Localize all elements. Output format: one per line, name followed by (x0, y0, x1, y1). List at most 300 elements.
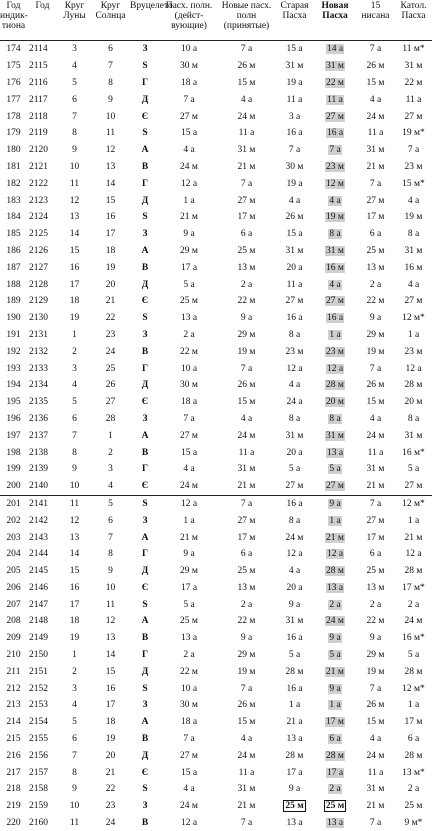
cell-value: 2137 (29, 431, 48, 441)
table-cell (58, 798, 91, 815)
table-cell (0, 276, 27, 293)
table-cell (356, 91, 395, 108)
cell-value: 198 (6, 448, 20, 458)
cell-value: 192 (6, 347, 20, 357)
table-cell (395, 243, 432, 260)
table-cell (91, 91, 130, 108)
cell-value: 21 м (367, 801, 385, 811)
table-cell (275, 159, 314, 176)
cell-value: 9 (72, 784, 77, 794)
cell-value: 7 а (241, 44, 252, 54)
table-cell (275, 764, 314, 781)
cell-value: 21 м (367, 481, 385, 491)
table-row (0, 159, 432, 176)
table-cell (0, 512, 27, 529)
cell-value: 7 а (183, 414, 194, 424)
cell-value: 210 (6, 650, 20, 660)
table-row (0, 209, 432, 226)
cell-value: 4 а (241, 734, 252, 744)
table-cell (160, 411, 218, 428)
cell-value: 27 м (180, 112, 198, 122)
cell-value: 2138 (29, 448, 48, 458)
cell-value: 17 м (238, 212, 256, 222)
cell-value: 17 м (405, 717, 423, 727)
cell-value: 21 м (238, 481, 256, 491)
cell-value: 2 а (328, 600, 341, 610)
cell-value: 13 (70, 533, 80, 543)
table-cell (58, 444, 91, 461)
cell-value: 19 м* (402, 128, 425, 138)
cell-value: Ѕ (142, 784, 147, 794)
cell-value: 24 а (286, 397, 302, 407)
cell-value: 2157 (29, 768, 48, 778)
table-cell (58, 142, 91, 159)
cell-value: 9 (108, 566, 113, 576)
table-cell (160, 394, 218, 411)
cell-value: 24 м (405, 616, 423, 626)
table-row (0, 343, 432, 360)
table-cell (275, 798, 314, 815)
cell-value: 4 а (241, 95, 252, 105)
cell-value: 31 м (325, 431, 345, 441)
table-cell (395, 41, 432, 58)
cell-value: 17 м (325, 717, 345, 727)
cell-value: 7 (108, 61, 113, 71)
table-cell (27, 680, 58, 697)
cell-value: 23 м (325, 162, 345, 172)
cell-value: 28 м (325, 751, 345, 761)
cell-value: 21 м (405, 533, 423, 543)
table-cell (395, 327, 432, 344)
table-cell (0, 411, 27, 428)
table-cell (314, 596, 356, 613)
table-cell (314, 75, 356, 92)
cell-value: Є (142, 112, 148, 122)
cell-value: 2 а (183, 650, 194, 660)
cell-value: 12 а (181, 818, 197, 828)
table-cell (356, 192, 395, 209)
cell-value: 8 а (328, 229, 341, 239)
table-cell (160, 209, 218, 226)
table-cell (27, 75, 58, 92)
cell-value: В (142, 448, 148, 458)
table-cell (218, 663, 275, 680)
cell-value: 12 а (181, 499, 197, 509)
table-cell (58, 630, 91, 647)
table-cell (0, 159, 27, 176)
cell-value: 11 а (287, 280, 303, 290)
table-cell (130, 764, 160, 781)
table-cell (218, 596, 275, 613)
table-cell (27, 478, 58, 495)
table-cell (91, 512, 130, 529)
cell-value: Д (142, 380, 149, 390)
table-cell (275, 427, 314, 444)
cell-value: 14 (106, 179, 116, 189)
cell-value: 15 (70, 566, 80, 576)
table-cell (0, 41, 27, 58)
table-cell (275, 512, 314, 529)
cell-value: 9 а (183, 229, 194, 239)
table-cell (218, 58, 275, 75)
table-cell (218, 781, 275, 798)
table-row (0, 613, 432, 630)
table-cell (395, 461, 432, 478)
cell-value: 212 (6, 684, 20, 694)
table-cell (218, 495, 275, 512)
table-cell (58, 781, 91, 798)
table-cell (160, 243, 218, 260)
col-old-easter: Старая Пасха (275, 0, 314, 41)
table-row (0, 41, 432, 58)
cell-value: 5 (72, 717, 77, 727)
cell-value: 7 (72, 751, 77, 761)
table-cell (0, 697, 27, 714)
table-cell (218, 226, 275, 243)
cell-value: 28 м (405, 566, 423, 576)
cell-value: 5 а (408, 464, 419, 474)
table-cell (91, 327, 130, 344)
cell-value: 4 а (408, 196, 419, 206)
table-cell (130, 478, 160, 495)
cell-value: 197 (6, 431, 20, 441)
table-cell (356, 815, 395, 831)
table-cell (314, 394, 356, 411)
cell-value: 11 а (368, 128, 384, 138)
table-row (0, 142, 432, 159)
table-row (0, 276, 432, 293)
table-cell (356, 714, 395, 731)
table-cell (0, 310, 27, 327)
table-cell (314, 243, 356, 260)
table-cell (58, 512, 91, 529)
cell-value: 218 (6, 784, 20, 794)
cell-value: В (142, 734, 148, 744)
cell-value: 2149 (29, 633, 48, 643)
cell-value: 15 а (286, 229, 302, 239)
table-cell (130, 714, 160, 731)
table-cell (314, 613, 356, 630)
cell-value: 26 м (367, 700, 385, 710)
table-cell (275, 444, 314, 461)
cell-value: 24 (106, 347, 116, 357)
cell-value: 24 м (325, 616, 345, 626)
table-cell (160, 192, 218, 209)
col-year: Год (27, 0, 58, 41)
table-cell (356, 58, 395, 75)
table-cell (0, 478, 27, 495)
cell-value: 22 м (367, 616, 385, 626)
cell-value: 220 (6, 818, 20, 828)
table-cell (314, 310, 356, 327)
table-cell (58, 815, 91, 831)
table-cell (314, 175, 356, 192)
cell-value: 25 (106, 364, 116, 374)
cell-value: 28 м (286, 751, 304, 761)
table-cell (275, 108, 314, 125)
table-cell (314, 259, 356, 276)
table-cell (130, 731, 160, 748)
col-moon-cycle: Круг Луны (58, 0, 91, 41)
cell-value: 17 м* (402, 583, 425, 593)
cell-value: 178 (6, 112, 20, 122)
cell-value: 24 м (367, 112, 385, 122)
cell-value: 17 (70, 600, 80, 610)
cell-value: Є (142, 583, 148, 593)
cell-value: З (142, 44, 147, 54)
cell-value: 4 а (289, 380, 300, 390)
table-cell (91, 546, 130, 563)
table-cell (91, 731, 130, 748)
cell-value: Г (142, 464, 148, 474)
cell-value: 199 (6, 464, 20, 474)
cell-value: 23 м (405, 162, 423, 172)
table-cell (130, 697, 160, 714)
cell-value: 25 м (405, 801, 423, 811)
cell-value: 9 а (183, 549, 194, 559)
cell-value: 211 (7, 667, 21, 677)
table-cell (356, 259, 395, 276)
table-cell (356, 461, 395, 478)
cell-value: 11 а (368, 448, 384, 458)
table-cell (218, 343, 275, 360)
table-cell (275, 495, 314, 512)
table-cell (314, 327, 356, 344)
cell-value: 4 а (328, 196, 341, 206)
table-cell (27, 714, 58, 731)
table-cell (314, 377, 356, 394)
table-row (0, 815, 432, 831)
table-cell (314, 563, 356, 580)
table-cell (130, 142, 160, 159)
table-cell (130, 75, 160, 92)
cell-value: 28 м (325, 380, 345, 390)
cell-value: 11 а (326, 95, 344, 105)
table-cell (160, 512, 218, 529)
table-cell (0, 764, 27, 781)
cell-value: 26 м (238, 61, 256, 71)
table-cell (160, 731, 218, 748)
table-cell (130, 411, 160, 428)
table-cell (58, 243, 91, 260)
cell-value: 26 м (367, 61, 385, 71)
table-cell (27, 613, 58, 630)
cell-value: 11 а (368, 768, 384, 778)
table-cell (58, 613, 91, 630)
table-cell (160, 360, 218, 377)
table-cell (356, 596, 395, 613)
cell-value: 21 м (180, 533, 198, 543)
table-cell (218, 764, 275, 781)
table-cell (58, 41, 91, 58)
cell-value: 23 м (325, 347, 345, 357)
cell-value: 1 а (183, 516, 194, 526)
cell-value: 12 а (286, 364, 302, 374)
cell-value: 2 а (328, 784, 341, 794)
table-cell (58, 293, 91, 310)
table-cell (160, 529, 218, 546)
cell-value: 15 а (181, 768, 197, 778)
cell-value: 214 (6, 717, 20, 727)
cell-value: 19 (70, 313, 80, 323)
table-cell (218, 75, 275, 92)
table-cell (27, 427, 58, 444)
cell-value: 4 а (370, 734, 381, 744)
cell-value: 31 м (367, 784, 385, 794)
table-row (0, 377, 432, 394)
table-cell (275, 546, 314, 563)
cell-value: 2128 (29, 280, 48, 290)
cell-value: 17 (106, 229, 116, 239)
table-cell (27, 394, 58, 411)
table-cell (130, 563, 160, 580)
table-cell (160, 293, 218, 310)
cell-value: 20 (106, 751, 116, 761)
table-cell (218, 444, 275, 461)
table-cell (395, 75, 432, 92)
cell-value: 3 а (289, 112, 300, 122)
table-cell (160, 327, 218, 344)
cell-value: 203 (6, 533, 20, 543)
cell-value: 206 (6, 583, 20, 593)
table-cell (130, 663, 160, 680)
cell-value: 184 (6, 212, 20, 222)
cell-value: 2133 (29, 364, 48, 374)
cell-value: 27 м (238, 516, 256, 526)
cell-value: 7 а (183, 734, 194, 744)
cell-value: 8 а (408, 229, 419, 239)
table-cell (160, 91, 218, 108)
table-cell (160, 58, 218, 75)
cell-value: 2 а (408, 784, 419, 794)
table-cell (356, 427, 395, 444)
cell-value: 24 м (180, 801, 198, 811)
cell-value: 2121 (29, 162, 48, 172)
table-cell (27, 259, 58, 276)
table-cell (160, 276, 218, 293)
table-cell (130, 747, 160, 764)
table-row (0, 647, 432, 664)
cell-value: 15 м (238, 717, 256, 727)
table-cell (27, 343, 58, 360)
cell-value: 16 а (286, 633, 302, 643)
table-cell (160, 427, 218, 444)
cell-value: 209 (6, 633, 20, 643)
table-cell (58, 596, 91, 613)
table-cell (395, 377, 432, 394)
table-cell (275, 815, 314, 831)
cell-value: 3 (72, 684, 77, 694)
table-cell (91, 377, 130, 394)
table-cell (218, 125, 275, 142)
table-cell (27, 310, 58, 327)
cell-value: 2 (108, 448, 113, 458)
cell-value: Ѕ (142, 600, 147, 610)
cell-value: 2 а (408, 600, 419, 610)
cell-value: 7 а (241, 818, 252, 828)
table-cell (58, 747, 91, 764)
cell-value: 14 (70, 229, 80, 239)
cell-value: 2153 (29, 700, 48, 710)
table-cell (275, 41, 314, 58)
cell-value: 7 а (328, 145, 341, 155)
table-cell (314, 680, 356, 697)
cell-value: 13 а (326, 583, 344, 593)
cell-value: 12 а (405, 364, 421, 374)
cell-value: 31 м (286, 616, 304, 626)
cell-value: 183 (6, 196, 20, 206)
cell-value: 15 а (286, 44, 302, 54)
cell-value: 8 (108, 549, 113, 559)
cell-value: 21 м (325, 667, 345, 677)
cell-value: 18 а (181, 397, 197, 407)
cell-value: 2 (72, 347, 77, 357)
table-cell (58, 310, 91, 327)
cell-value: 193 (6, 364, 20, 374)
table-cell (27, 125, 58, 142)
table-cell (27, 360, 58, 377)
table-cell (91, 563, 130, 580)
table-cell (356, 680, 395, 697)
table-cell (160, 495, 218, 512)
table-cell (58, 731, 91, 748)
cell-value: Ѕ (142, 684, 147, 694)
cell-value: 31 м (238, 784, 256, 794)
cell-value: 6 (72, 734, 77, 744)
table-cell (0, 798, 27, 815)
table-cell (0, 360, 27, 377)
cell-value: 25 м (367, 246, 385, 256)
table-cell (27, 563, 58, 580)
cell-value: 16 а (286, 313, 302, 323)
table-cell (130, 125, 160, 142)
table-cell (58, 276, 91, 293)
table-cell (91, 798, 130, 815)
table-cell (91, 815, 130, 831)
table-cell (218, 327, 275, 344)
cell-value: 11 (106, 600, 115, 610)
cell-value: 6 (108, 44, 113, 54)
cell-value: 19 м (367, 347, 385, 357)
cell-value: 18 (106, 717, 116, 727)
cell-value: 29 м (238, 330, 256, 340)
cell-value: 208 (6, 616, 20, 626)
cell-value: 13 а (181, 313, 197, 323)
cell-value: 17 а (181, 583, 197, 593)
table-cell (218, 815, 275, 831)
table-row (0, 563, 432, 580)
cell-value: 12 м (325, 179, 345, 189)
table-cell (91, 747, 130, 764)
cell-value: 25 м (367, 566, 385, 576)
table-cell (275, 663, 314, 680)
cell-value: 27 м (286, 296, 304, 306)
table-cell (91, 630, 130, 647)
table-cell (275, 411, 314, 428)
table-cell (58, 663, 91, 680)
table-cell (27, 461, 58, 478)
cell-value: 10 (70, 801, 80, 811)
cell-value: 22 м (238, 296, 256, 306)
cell-value: 11 а (239, 448, 255, 458)
table-cell (0, 680, 27, 697)
table-cell (275, 310, 314, 327)
table-cell (160, 563, 218, 580)
table-cell (27, 731, 58, 748)
cell-value: 2154 (29, 717, 48, 727)
cell-value: 2152 (29, 684, 48, 694)
cell-value: 9 (72, 145, 77, 155)
